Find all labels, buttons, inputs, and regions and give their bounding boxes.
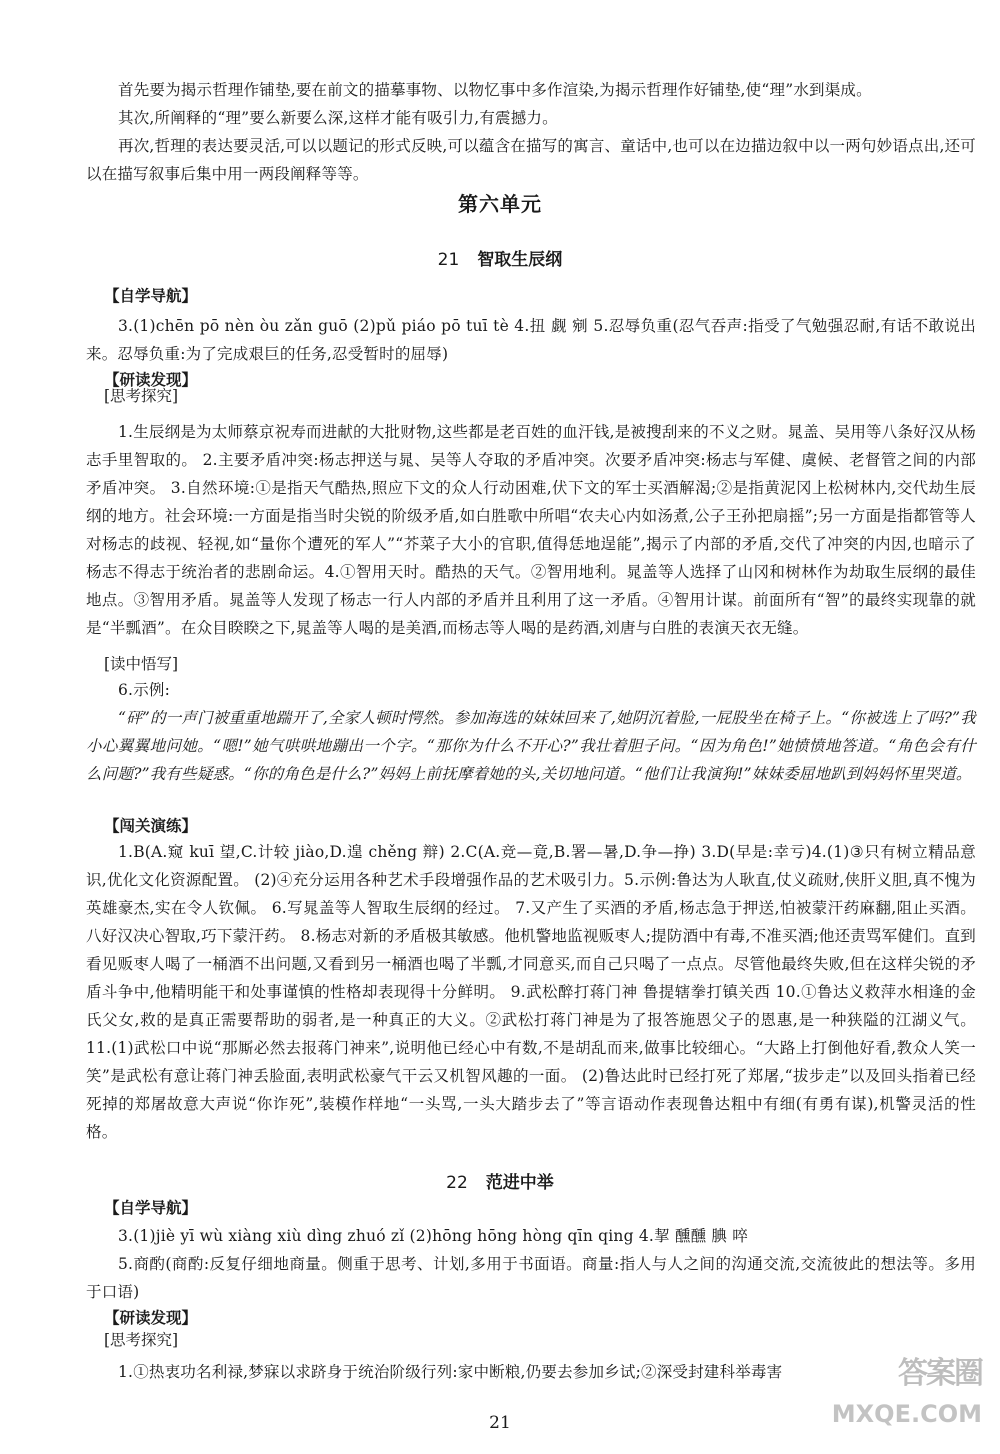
watermark-logo-text: 答案圈 [898,1356,982,1391]
lesson-22-heading [0,1168,1000,1193]
lesson-21-title: 智取生辰纲 [477,250,563,270]
lesson-21-self-study-tag: 【自学导航】 [104,287,198,305]
intro-paragraph-1: 首先要为揭示哲理作铺垫,要在前文的描摹事物、以物忆事中多作渲染,为揭示哲理作好铺垫,使“理”水到渠成。 [118,81,872,99]
intro-paragraph-2: 其次,所阐释的“理”要么新要么深,这样才能有吸引力,有震撼力。 [118,109,558,127]
lesson-21-think-tag: [思考探究] [104,387,179,405]
lesson-22-research-tag: 【研读发现】 [104,1309,198,1327]
lesson-21-practice: 1.B(A.窥 kuī 望,C.计较 jiào,D.遑 chěng 辩) 2.C(A.竞—竟,B.署—暑,D.争—挣) 3.D(早是:幸亏)4.(1)③只有树立精品意识,优化文化资源配置。 (2)④充分运用各种艺术手段增强作品的艺术吸引力。5.示例:鲁达为人耿直,仗义疏财,侠肝义胆,真不愧为英雄豪杰,实在令人钦佩。 6.写晁盖等人智取生辰纲的经过。 7.又产生了买酒的矛盾,杨志急于押送,怕被蒙汗药麻翻,阻止买酒。八好汉决心智取,巧下蒙汗药。 8.杨志对新的矛盾极其敏感。他机警地监视贩枣人;提防酒中有毒,不准买酒;他还责骂军健们。直到看见贩枣人喝了一桶酒不出问题,又看到另一桶酒也喝了半瓢,才同意买,而自己只喝了一点点。尽管他最终失败,但在这样尖锐的矛盾斗争中,他精明能干和处事谨慎的性格却表现得十分鲜明。 9.武松醉打蒋门神 鲁提辖拳打镇关西 10.①鲁达义救萍水相逢的金氏父女,救的是真正需要帮助的弱者,是一种真正的大义。②武松打蒋门神是为了报答施恩父子的恩惠,是一种狭隘的江湖义气。 11.(1)武松口中说“那厮必然去报蒋门神来”,说明他已经心中有数,不是胡乱而来,做事比较细心。“大路上打倒他好看,教众人笑一笑”是武松有意让蒋门神丢脸面,表明武松豪气干云又机智风趣的一面。 (2)鲁达此时已经打死了郑屠,“拔步走”以及回头指着已经死掉的郑屠故意大声说“你诈死”,装模作样地“一头骂,一头大踏步去了”等言语动作表现鲁达粗中有细(有勇有谋),机警灵活的性格。 [86,843,976,1141]
unit-title: 第六单元 [458,192,542,216]
lesson-21-practice-tag: 【闯关演练】 [104,817,198,835]
lesson-21-think: 1.生辰纲是为太师蔡京祝寿而进献的大批财物,这些都是老百姓的血汗钱,是被搜刮来的不义之财。晁盖、吴用等八条好汉从杨志手里智取的。 2.主要矛盾冲突:杨志押送与晁、吴等人夺取的矛盾冲突。次要矛盾冲突:杨志与军健、虞候、老督管之间的内部矛盾冲突。 3.自然环境:①是指天气酷热,照应下文的众人行动困难,伏下文的军士买酒解渴;②是指黄泥冈上松树林内,交代劫生辰纲的地方。社会环境:一方面是指当时尖锐的阶级矛盾,如白胜歌中所唱“农夫心内如汤煮,公子王孙把扇摇”;另一方面是指都管等人对杨志的歧视、轻视,如“量你个遭死的军人”“芥菜子大小的官职,值得恁地逞能”,揭示了内部的矛盾,交代了冲突的内因,也暗示了杨志不得志于统治者的悲剧命运。4.①智用天时。酷热的天气。②智用地利。晁盖等人选择了山冈和树林作为劫取生辰纲的最佳地点。③智用矛盾。晁盖等人发现了杨志一行人内部的矛盾并且利用了这一矛盾。④智用计谋。前面所有“智”的最终实现靠的就是“半瓢酒”。在众目睽睽之下,晁盖等人喝的是美酒,而杨志等人喝的是药酒,刘唐与白胜的表演天衣无缝。 [86,423,976,637]
lesson-21-read-intro: 6.示例: [118,681,171,699]
lesson-22-think-tag: [思考探究] [104,1331,179,1349]
lesson-21-research-tag: 【研读发现】 [104,371,198,389]
watermark-logo [812,1348,982,1440]
intro-paragraph-3: 再次,哲理的表达要灵活,可以以题记的形式反映,可以蕴含在描写的寓言、童话中,也可以在边描边叙中以一两句妙语点出,还可以在描写叙事后集中用一两段阐释等等。 [86,137,976,183]
lesson-21-self-study: 3.(1)chēn pō nèn òu zǎn guō (2)pǔ piáo pō tuī tè 4.扭 觑 剜 5.忍辱负重(忍气吞声:指受了气勉强忍耐,有话不敢说出来。忍辱负重:为了完成艰巨的任务,忍受暂时的屈辱) [86,317,976,363]
lesson-21-heading [0,245,1000,270]
page-number: 21 [489,1413,511,1433]
lesson-21-read-tag: [读中悟写] [104,655,179,673]
watermark-site-text: MXQE.COM [831,1400,982,1428]
lesson-21-read-sample: “砰”的一声门被重重地踹开了,全家人顿时愕然。参加海选的妹妹回来了,她阴沉着脸,一屁股坐在椅子上。“你被选上了吗?”我小心翼翼地问她。“嗯!”她气哄哄地蹦出一个字。“那你为什么不开心?”我壮着胆子问。“因为角色!”她愤愤地答道。“角色会有什么问题?”我有些疑惑。“你的角色是什么?”妈妈上前抚摩着她的头,关切地问道。“他们让我演狗!”妹妹委屈地趴到妈妈怀里哭道。 [86,709,976,783]
lesson-22-number: 22 [446,1173,468,1193]
lesson-22-self-study: 3.(1)jiè yī wù xiàng xiù dìng zhuó zǐ (2)hōng hōng hòng qīn qing 4.挈 醺醺 腆 啐 [118,1227,748,1245]
lesson-21-number: 21 [437,250,460,270]
lesson-22-self-study-2: 5.商酌(商酌:反复仔细地商量。侧重于思考、计划,多用于书面语。商量:指人与人之间的沟通交流,交流彼此的想法等。多用于口语) [86,1255,976,1301]
lesson-22-self-study-tag: 【自学导航】 [104,1199,198,1217]
lesson-22-title: 范进中举 [485,1173,554,1193]
lesson-22-think: 1.①热衷功名利禄,梦寐以求跻身于统治阶级行列:家中断粮,仍要去参加乡试;②深受封建科举毒害 [118,1363,783,1381]
